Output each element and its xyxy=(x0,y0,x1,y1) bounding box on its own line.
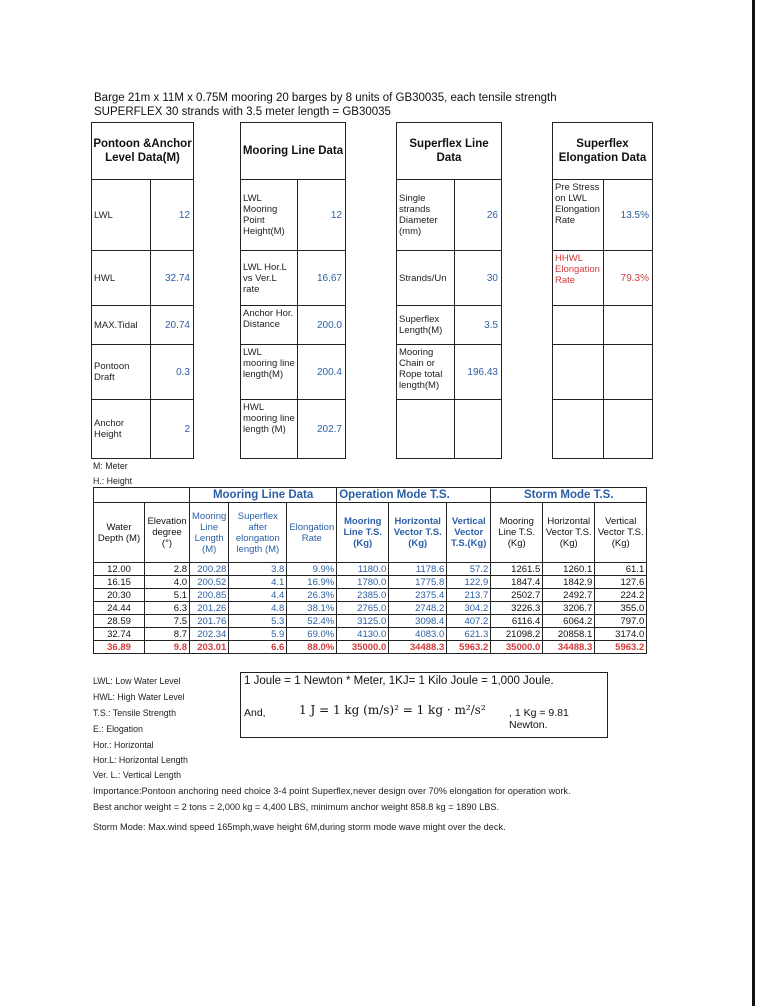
table-cell: 34488.3 xyxy=(543,641,595,654)
table-cell: 2385.0 xyxy=(337,589,389,602)
table-cell: 16.15 xyxy=(94,576,145,589)
table-cell: 1847.4 xyxy=(491,576,543,589)
table-cell: 621.3 xyxy=(447,628,491,641)
table-cell: 1178.6 xyxy=(389,563,447,576)
table-row xyxy=(94,602,647,615)
table-cell: 1775.8 xyxy=(389,576,447,589)
table-cell: 201.76 xyxy=(190,615,229,628)
table-cell: 4083.0 xyxy=(389,628,447,641)
table-cell: 24.44 xyxy=(94,602,145,615)
table-cell: 16.9% xyxy=(287,576,337,589)
table-cell: 3125.0 xyxy=(337,615,389,628)
superflex-label-diameter: Single strands Diameter (mm) xyxy=(396,179,455,251)
col-header: Water Depth (M) xyxy=(94,503,145,563)
superflex-label-strands: Strands/Un xyxy=(396,250,455,306)
mooring-value-hwl-length: 202.7 xyxy=(297,399,346,459)
elongation-value-pre-stress: 13.5% xyxy=(603,179,653,251)
table-cell: 304.2 xyxy=(447,602,491,615)
table-cell: 4.8 xyxy=(229,602,287,615)
table-cell: 12.00 xyxy=(94,563,145,576)
table-row xyxy=(94,641,647,654)
table-cell: 35000.0 xyxy=(337,641,389,654)
table-cell: 2492.7 xyxy=(543,589,595,602)
table-cell: 88.0% xyxy=(287,641,337,654)
table-cell: 200.85 xyxy=(190,589,229,602)
abbr-item: Hor.L: Horizontal Length xyxy=(93,755,188,765)
table-row xyxy=(94,628,647,641)
kg-newton: , 1 Kg = 9.81 Newton. xyxy=(509,707,569,731)
table-cell: 32.74 xyxy=(94,628,145,641)
pontoon-value-tidal: 20.74 xyxy=(150,305,194,345)
elongation-empty-cell xyxy=(552,399,604,459)
superflex-header: Superflex Line Data xyxy=(396,122,502,180)
abbr-item: Ver. L.: Vertical Length xyxy=(93,770,182,780)
joule-definition: 1 Joule = 1 Newton * Meter, 1KJ= 1 Kilo Joule = 1,000 Joule. xyxy=(244,675,554,687)
table-cell: 6064.2 xyxy=(543,615,595,628)
group-header-storm: Storm Mode T.S. xyxy=(491,488,647,503)
joule-box xyxy=(240,672,608,738)
abbr-item: E.: Elogation xyxy=(93,724,143,734)
note-anchor-weight: Best anchor weight = 2 tons = 2,000 kg = 4,400 LBS, minimum anchor weight 858.8 kg = 1890 LBS. xyxy=(93,802,500,812)
pontoon-value-anchor: 2 xyxy=(150,399,194,459)
table-cell: 38.1% xyxy=(287,602,337,615)
table-cell: 1261.5 xyxy=(491,563,543,576)
table-cell: 202.34 xyxy=(190,628,229,641)
elongation-label-pre-stress: Pre Stress on LWL Elongation Rate xyxy=(552,179,604,251)
table-row xyxy=(94,563,647,576)
mooring-label-lwl-length: LWL mooring line length(M) xyxy=(240,344,298,400)
col-header: Mooring Line T.S.(Kg) xyxy=(337,503,389,563)
note-importance: Importance:Pontoon anchoring need choice 3-4 point Superflex,never design over 70% elongation for operation work. xyxy=(93,786,571,796)
table-cell: 52.4% xyxy=(287,615,337,628)
mooring-value-lwl-length: 200.4 xyxy=(297,344,346,400)
superflex-value-total-length: 196.43 xyxy=(454,344,502,400)
table-cell: 9.9% xyxy=(287,563,337,576)
mooring-label-rate: LWL Hor.L vs Ver.L rate xyxy=(240,250,298,306)
table-cell: 36.89 xyxy=(94,641,145,654)
abbr-height: H.: Height xyxy=(93,476,133,486)
table-cell: 6.3 xyxy=(145,602,190,615)
table-cell: 1260.1 xyxy=(543,563,595,576)
table-cell: 21098.2 xyxy=(491,628,543,641)
table-row xyxy=(94,576,647,589)
joule-formula: 1 J = 1 kg (m/s)² = 1 kg · m²/s² xyxy=(299,703,486,717)
table-cell: 5.1 xyxy=(145,589,190,602)
table-cell: 6116.4 xyxy=(491,615,543,628)
table-cell: 200.52 xyxy=(190,576,229,589)
page-edge-line xyxy=(752,0,755,1006)
table-cell: 201.26 xyxy=(190,602,229,615)
table-cell: 3098.4 xyxy=(389,615,447,628)
tension-table xyxy=(93,487,647,654)
table-cell: 355.0 xyxy=(595,602,647,615)
joule-and: And, xyxy=(244,707,266,719)
superflex-value-strands: 30 xyxy=(454,250,502,306)
note-storm-mode: Storm Mode: Max.wind speed 165mph,wave height 6M,during storm mode wave might over the deck. xyxy=(93,822,506,832)
mooring-value-rate: 16.67 xyxy=(297,250,346,306)
table-row xyxy=(94,589,647,602)
abbr-meter: M: Meter xyxy=(93,461,128,471)
table-row xyxy=(94,615,647,628)
elongation-label-hhwl: HHWL Elongation Rate xyxy=(552,250,604,306)
table-cell: 4.0 xyxy=(145,576,190,589)
table-cell: 2765.0 xyxy=(337,602,389,615)
table-cell: 57.2 xyxy=(447,563,491,576)
col-header: Elongation Rate xyxy=(287,503,337,563)
table-cell: 20858.1 xyxy=(543,628,595,641)
table-cell: 213.7 xyxy=(447,589,491,602)
table-cell: 200.28 xyxy=(190,563,229,576)
table-cell: 3226.3 xyxy=(491,602,543,615)
col-header: Horizontal Vector T.S.(Kg) xyxy=(543,503,595,563)
table-cell: 224.2 xyxy=(595,589,647,602)
table-cell: 1180.0 xyxy=(337,563,389,576)
table-cell: 5.9 xyxy=(229,628,287,641)
elongation-empty-cell xyxy=(603,344,653,400)
mooring-label-point-height: LWL Mooring Point Height(M) xyxy=(240,179,298,251)
table-cell: 2502.7 xyxy=(491,589,543,602)
superflex-label-length: Superflex Length(M) xyxy=(396,305,455,345)
elongation-empty-cell xyxy=(552,344,604,400)
table-cell: 35000.0 xyxy=(491,641,543,654)
table-cell: 5.3 xyxy=(229,615,287,628)
pontoon-value-hwl: 32.74 xyxy=(150,250,194,306)
mooring-header: Mooring Line Data xyxy=(240,122,346,180)
col-header: Vertical Vector T.S.(Kg) xyxy=(595,503,647,563)
table-cell: 3206.7 xyxy=(543,602,595,615)
table-cell: 8.7 xyxy=(145,628,190,641)
mooring-value-anchor-distance: 200.0 xyxy=(297,305,346,345)
superflex-label-total-length: Mooring Chain or Rope total length(M) xyxy=(396,344,455,400)
pontoon-value-draft: 0.3 xyxy=(150,344,194,400)
table-cell: 69.0% xyxy=(287,628,337,641)
pontoon-label-anchor: Anchor Height xyxy=(91,399,151,459)
elongation-value-hhwl: 79.3% xyxy=(603,250,653,306)
table-cell: 4.1 xyxy=(229,576,287,589)
table-cell: 1842.9 xyxy=(543,576,595,589)
pontoon-value-lwl: 12 xyxy=(150,179,194,251)
group-header-operation: Operation Mode T.S. xyxy=(337,488,491,503)
table-cell: 2.8 xyxy=(145,563,190,576)
table-cell: 61.1 xyxy=(595,563,647,576)
table-cell: 5963.2 xyxy=(595,641,647,654)
elongation-header: Superflex Elongation Data xyxy=(552,122,653,180)
table-cell: 28.59 xyxy=(94,615,145,628)
title-line-2: SUPERFLEX 30 strands with 3.5 meter length = GB30035 xyxy=(94,106,391,118)
mooring-value-point-height: 12 xyxy=(297,179,346,251)
abbr-item: LWL: Low Water Level xyxy=(93,676,181,686)
elongation-empty-cell xyxy=(603,305,653,345)
table-cell: 2748.2 xyxy=(389,602,447,615)
col-header: Elevation degree (°) xyxy=(145,503,190,563)
table-cell: 1780.0 xyxy=(337,576,389,589)
table-cell: 5963.2 xyxy=(447,641,491,654)
table-cell: 4130.0 xyxy=(337,628,389,641)
superflex-value-diameter: 26 xyxy=(454,179,502,251)
table-cell: 26.3% xyxy=(287,589,337,602)
table-cell: 9.8 xyxy=(145,641,190,654)
elongation-empty-cell xyxy=(552,305,604,345)
col-header: Horizontal Vector T.S.(Kg) xyxy=(389,503,447,563)
abbr-item: HWL: High Water Level xyxy=(93,692,185,702)
table-cell: 34488.3 xyxy=(389,641,447,654)
abbr-item: T.S.: Tensile Strength xyxy=(93,708,176,718)
table-cell: 7.5 xyxy=(145,615,190,628)
mooring-label-hwl-length: HWL mooring line length (M) xyxy=(240,399,298,459)
pontoon-label-draft: Pontoon Draft xyxy=(91,344,151,400)
table-cell: 2375.4 xyxy=(389,589,447,602)
col-header: Mooring Line Length (M) xyxy=(190,503,229,563)
table-cell: 3.8 xyxy=(229,563,287,576)
col-header: Superflex after elongation length (M) xyxy=(229,503,287,563)
table-cell: 407.2 xyxy=(447,615,491,628)
pontoon-label-lwl: LWL xyxy=(91,179,151,251)
table-cell: 797.0 xyxy=(595,615,647,628)
col-header: Mooring Line T.S.(Kg) xyxy=(491,503,543,563)
table-cell: 3174.0 xyxy=(595,628,647,641)
pontoon-label-hwl: HWL xyxy=(91,250,151,306)
superflex-value-length: 3.5 xyxy=(454,305,502,345)
superflex-empty-cell xyxy=(454,399,502,459)
table-cell: 203.01 xyxy=(190,641,229,654)
table-cell: 122.9 xyxy=(447,576,491,589)
group-header-mooring: Mooring Line Data xyxy=(190,488,337,503)
mooring-label-anchor-distance: Anchor Hor. Distance xyxy=(240,305,298,345)
abbr-item: Hor.: Horizontal xyxy=(93,740,154,750)
table-cell: 4.4 xyxy=(229,589,287,602)
superflex-empty-cell xyxy=(396,399,455,459)
pontoon-label-tidal: MAX.Tidal xyxy=(91,305,151,345)
elongation-empty-cell xyxy=(603,399,653,459)
col-header: Vertical Vector T.S.(Kg) xyxy=(447,503,491,563)
table-cell: 6.6 xyxy=(229,641,287,654)
table-cell: 20.30 xyxy=(94,589,145,602)
title-line-1: Barge 21m x 11M x 0.75M mooring 20 barges by 8 units of GB30035, each tensile strength xyxy=(94,92,557,104)
pontoon-header: Pontoon &Anchor Level Data(M) xyxy=(91,122,194,180)
table-cell: 127.6 xyxy=(595,576,647,589)
